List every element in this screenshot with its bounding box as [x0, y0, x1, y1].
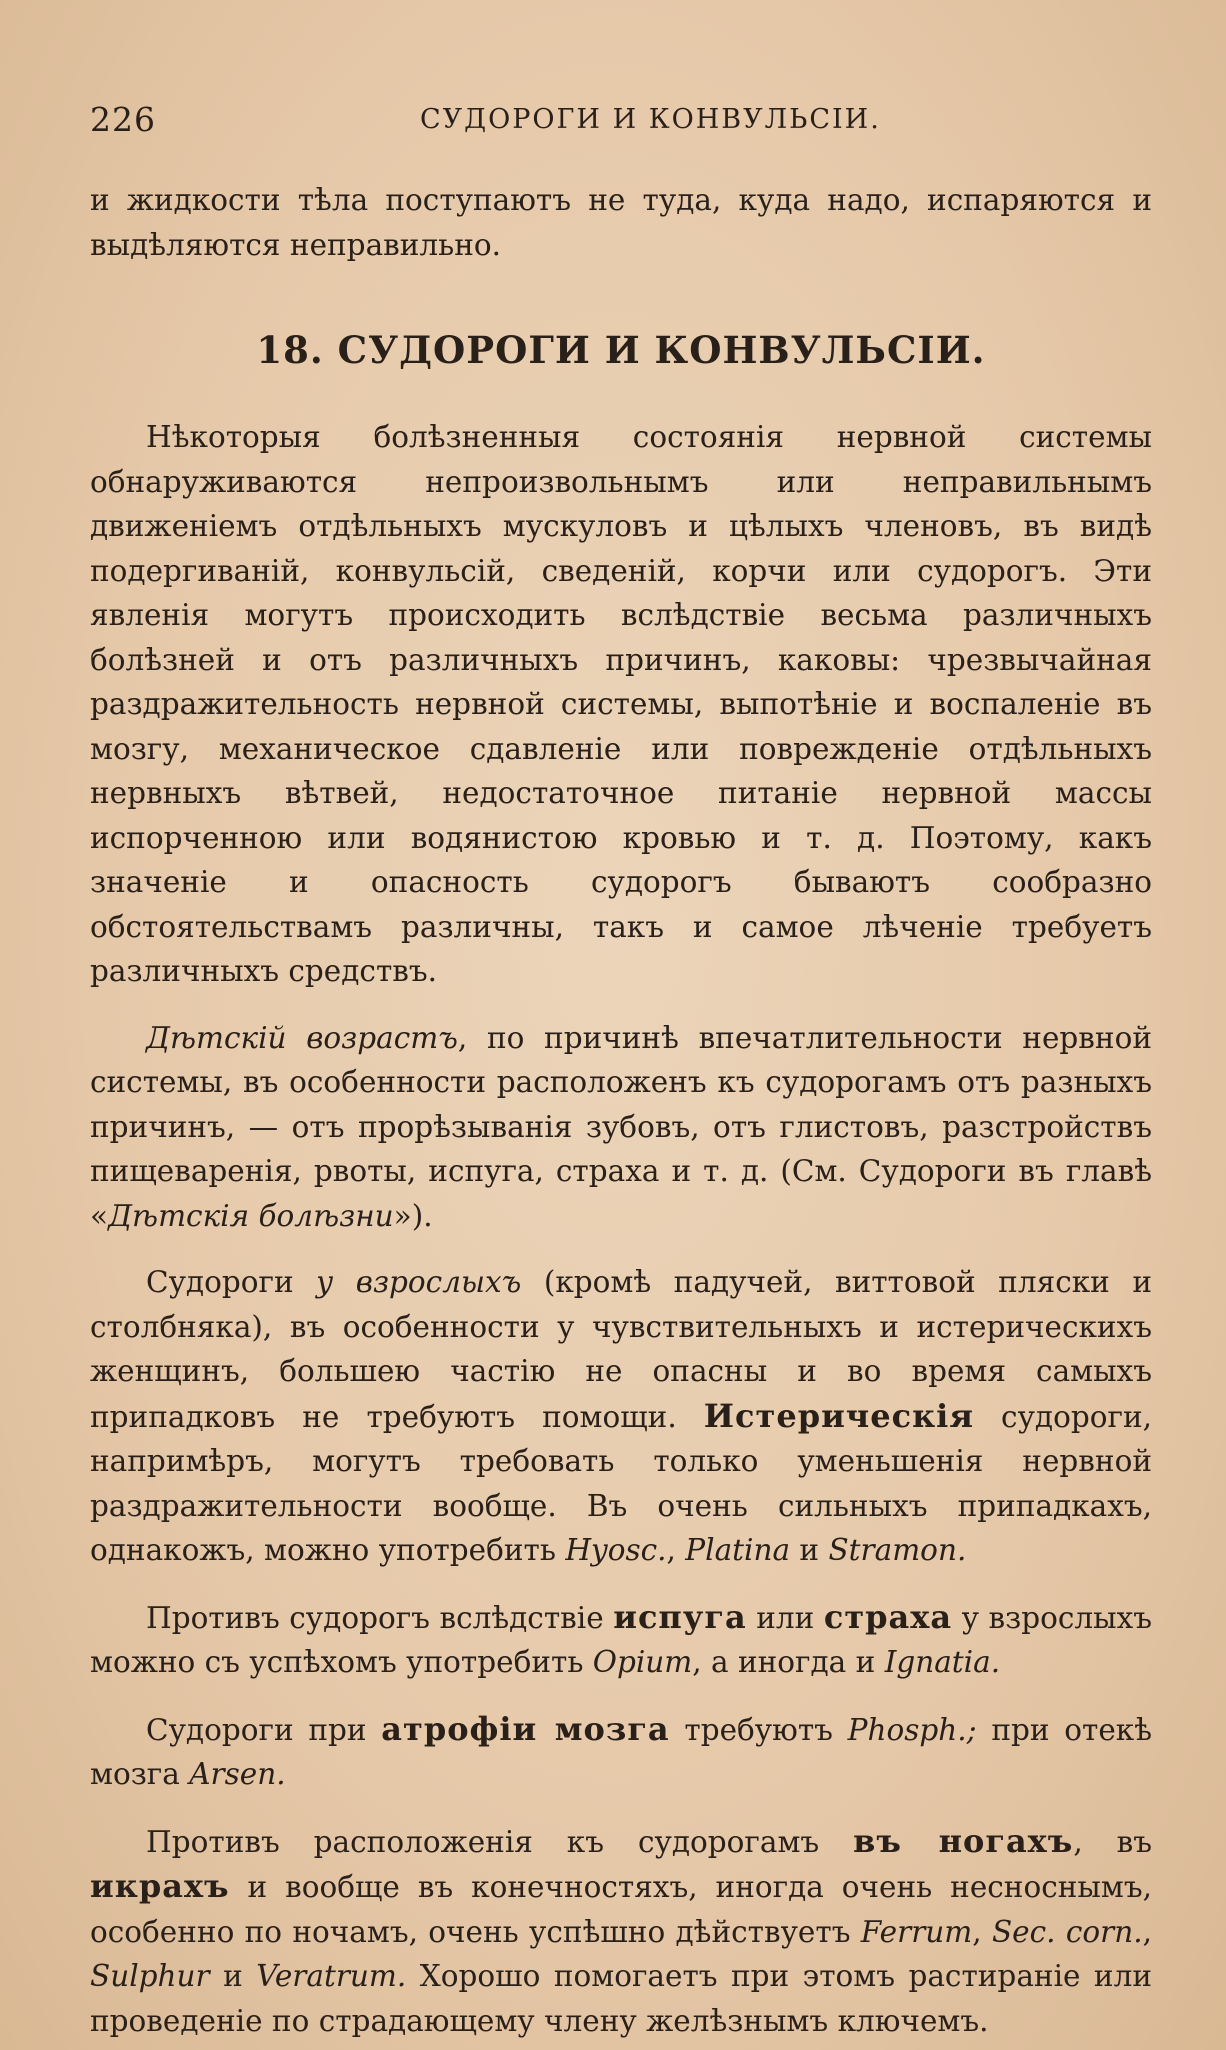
p6-text-6: и — [209, 1959, 257, 1993]
p6-emphasis-3: Sulphur — [90, 1959, 210, 1993]
p3-text-5: и — [790, 1533, 829, 1567]
paragraph-6 — [90, 1819, 1152, 2044]
p6-text-5: , — [1142, 1914, 1152, 1949]
p6-text-7: Хорошо помогаетъ при этомъ растираніе или проведеніе по страдающему члену желѣзнымъ ключемъ. — [90, 1959, 1152, 2038]
intro-paragraph: и жидкости тѣла поступаютъ не туда, куда надо, испаряются и выдѣляются неправильно. — [90, 183, 1152, 262]
section-title: 18. СУДОРОГИ И КОНВУЛЬСІИ. — [256, 328, 986, 372]
p3-text-2: (кромѣ падучей, виттовой пляски и столбняка), въ особенности у чувствительныхъ и истерическихъ женщинъ, большею частію не опасны и во время самыхъ припадковъ не требуютъ помощи. — [90, 1265, 1152, 1434]
p4-text-4: , а иногда и — [692, 1645, 885, 1679]
p6-text-4: , — [972, 1914, 992, 1949]
p6-spaced-2: икрахъ — [90, 1867, 230, 1905]
p4-spaced-1: испуга — [613, 1597, 747, 1636]
running-head: СУДОРОГИ И КОНВУЛЬСІИ. — [420, 104, 881, 135]
p5-emphasis-1: Phosph.; — [847, 1712, 977, 1747]
p4-text-1: Противъ судорогъ вслѣдствіе — [146, 1600, 614, 1635]
page-number: 226 — [90, 100, 156, 139]
p5-text-1: Судороги при — [146, 1712, 382, 1747]
page-body — [90, 178, 1152, 2043]
p6-emphasis-2: Sec. corn. — [991, 1914, 1143, 1949]
p5-emphasis-2: Arsen. — [189, 1757, 286, 1791]
p5-text-2: требуютъ — [669, 1712, 848, 1747]
p4-text-3: у взрослыхъ можно съ успѣхомъ употребить — [90, 1600, 1152, 1679]
p4-emphasis-1: Opium — [592, 1645, 693, 1679]
p6-emphasis-4: Veratrum. — [256, 1959, 407, 1993]
p3-emphasis-2: Hyosc. — [565, 1533, 667, 1567]
p4-text-2: или — [746, 1600, 824, 1635]
p3-text-1: Судороги — [146, 1265, 317, 1299]
p6-text-2: , въ — [1073, 1824, 1152, 1859]
p2-text-2: »). — [393, 1198, 433, 1233]
p4-spaced-2: страха — [823, 1597, 953, 1636]
p2-emphasis-1: Дѣтскій возрастъ — [146, 1020, 458, 1055]
paragraph-2 — [90, 1016, 1152, 1239]
p5-spaced-1: атрофіи мозга — [381, 1709, 670, 1748]
p6-text-3: и вообще въ конечностяхъ, иногда очень несноснымъ, особенно по ночамъ, очень успѣшно дѣйствуетъ — [90, 1870, 1152, 1949]
p3-spaced-1: Истерическія — [703, 1396, 974, 1435]
p5-text-3: при отекѣ мозга — [90, 1712, 1153, 1791]
p6-spaced-1: въ ногахъ — [853, 1821, 1074, 1860]
p3-emphasis-1: у взрослыхъ — [316, 1265, 522, 1299]
p2-text-1: , по причинѣ впечатлительности нервной системы, въ особенности расположенъ къ судорогамъ отъ разныхъ причинъ, — отъ прорѣзыванія зубовъ, отъ глистовъ, разстройствъ пищеваренія, рвоты, испуга, страха и т. д. (См. Судороги въ главѣ « — [90, 1020, 1152, 1233]
p3-text-4: , — [666, 1533, 686, 1567]
p4-emphasis-2: Ignatia. — [884, 1645, 1001, 1679]
p3-emphasis-3: Platina — [685, 1533, 791, 1567]
p6-text-1: Противъ расположенія къ судорогамъ — [146, 1824, 854, 1859]
p3-emphasis-4: Stramon. — [828, 1533, 967, 1567]
paragraph-1: Нѣкоторыя болѣзненныя состоянія нервной системы обнаруживаются непроизвольнымъ или неправильнымъ движеніемъ отдѣльныхъ мускуловъ и цѣлыхъ членовъ, въ видѣ подергиваній, конвульсій, сведеній, корчи или судорогъ. Эти явленія могутъ происходить вслѣдствіе весьма различныхъ болѣзней и отъ различныхъ причинъ, каковы: чрезвычайная раздражительность нервной системы, выпотѣніе и воспаленіе въ мозгу, механическое сдавленіе или поврежденіе отдѣльныхъ нервныхъ вѣтвей, недостаточное питаніе нервной массы испорченною или водянистою кровью и т. д. Поэтому, какъ значеніе и опасность судорогъ бываютъ сообразно обстоятельствамъ различны, такъ и самое лѣченіе требуетъ различныхъ средствъ. — [90, 420, 1152, 988]
p2-emphasis-2: Дѣтскія болѣзни — [108, 1198, 394, 1233]
paragraph-4 — [90, 1595, 1152, 1685]
p6-emphasis-1: Ferrum — [860, 1914, 973, 1949]
page-header — [90, 100, 1152, 150]
paragraph-5 — [90, 1707, 1152, 1797]
paragraph-3 — [90, 1260, 1152, 1573]
p3-text-3: судороги, напримѣръ, могутъ требовать только уменьшенія нервной раздражительности вообще. Въ очень сильныхъ припадкахъ, однакожъ, можно употребить — [90, 1399, 1152, 1567]
